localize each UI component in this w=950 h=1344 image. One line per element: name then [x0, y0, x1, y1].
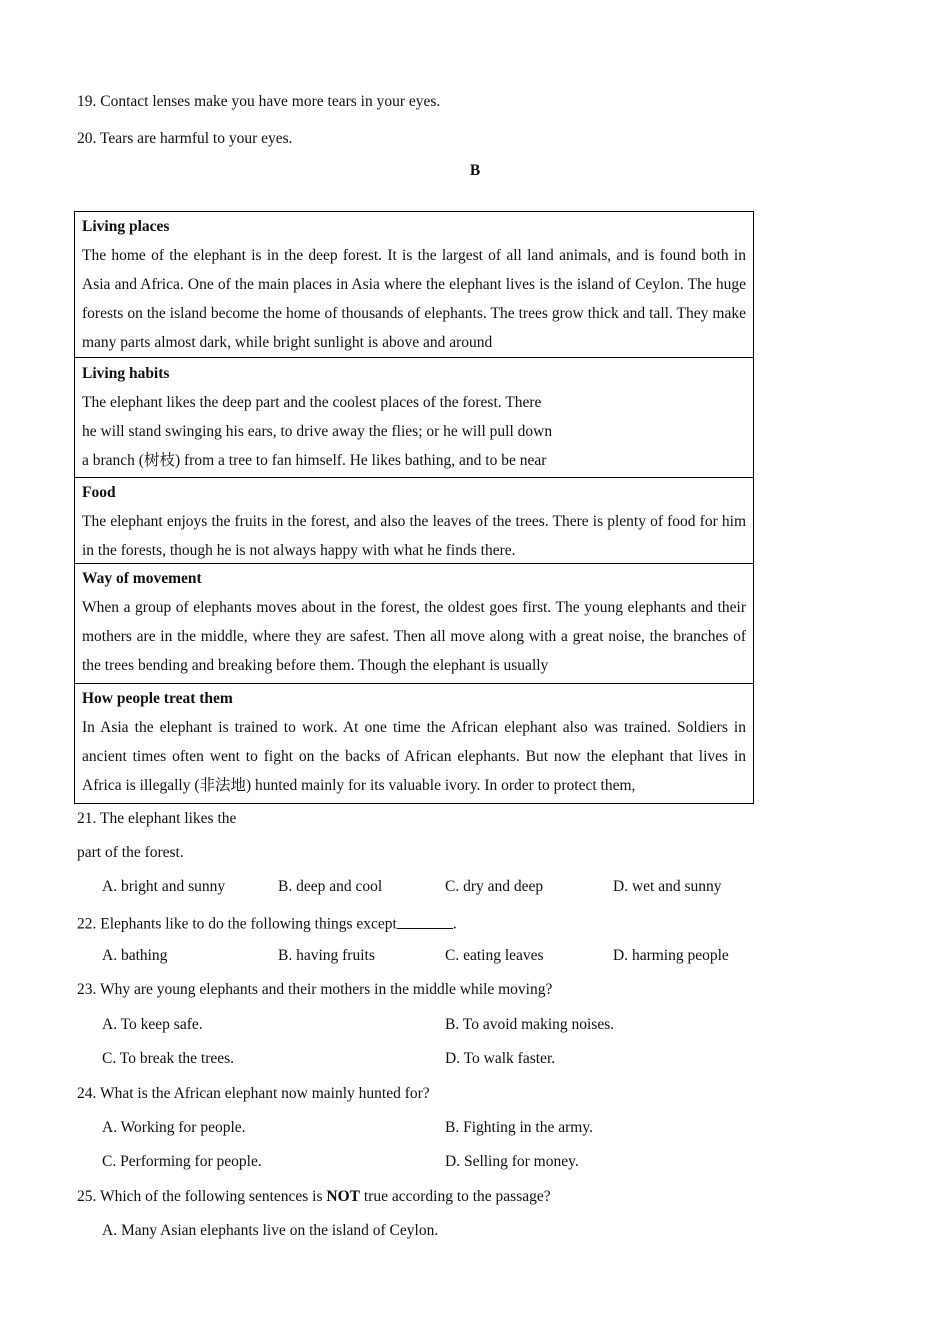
question-21-line2: part of the forest. — [77, 844, 184, 861]
row-heading: Way of movement — [82, 570, 202, 587]
row-line: he will stand swinging his ears, to drive away the flies; or he will pull down — [82, 423, 553, 440]
question-22 — [77, 912, 457, 934]
row-heading: Living habits — [82, 365, 170, 382]
row-line: a branch (树枝) from a tree to fan himself. He likes bathing, and to be near — [82, 452, 547, 469]
q22-option-b: B. having fruits — [278, 947, 375, 964]
q23-option-b: B. To avoid making noises. — [445, 1016, 615, 1033]
row-body: In Asia the elephant is trained to work. At one time the African elephant also was trained. Soldiers in ancient times often went to fight on the backs of African elephants. But now the elephant that lives in Africa is illegally (非法地) hunted mainly for its valuable ivory. In order to protect them, — [82, 719, 746, 794]
row-heading: Food — [82, 484, 116, 501]
q21-option-c: C. dry and deep — [445, 878, 544, 895]
q23-option-a: A. To keep safe. — [102, 1016, 203, 1033]
passage-table — [74, 211, 754, 804]
q22-option-c: C. eating leaves — [445, 947, 544, 964]
q22-option-d: D. harming people — [613, 947, 729, 964]
q21-option-b: B. deep and cool — [278, 878, 383, 895]
row-line: The elephant likes the deep part and the coolest places of the forest. There — [82, 394, 542, 411]
question-24: 24. What is the African elephant now mainly hunted for? — [77, 1085, 430, 1102]
row-heading: Living places — [82, 218, 170, 235]
question-25-post: true according to the passage? — [359, 1188, 551, 1205]
q23-option-c: C. To break the trees. — [102, 1050, 235, 1067]
question-25-emphasis: NOT — [326, 1188, 360, 1205]
row-body: The elephant enjoys the fruits in the forest, and also the leaves of the trees. There is plenty of food for him in the forests, though he is not always happy with what he finds there. — [82, 513, 746, 559]
table-row-how-people-treat — [75, 683, 753, 803]
table-row-food — [75, 477, 753, 563]
question-22-text: 22. Elephants like to do the following things except — [77, 915, 397, 933]
table-row-living-places — [75, 212, 753, 357]
row-body: The home of the elephant is in the deep forest. It is the largest of all land animals, and is found both in Asia and Africa. One of the main places in Asia where the elephant lives is the island of Ceylon. The huge forests on the island become the home of thousands of elephants. The trees grow thick and tall. They make many parts almost dark, while bright sunlight is above and around — [82, 247, 746, 351]
row-heading: How people treat them — [82, 690, 233, 707]
q24-option-c: C. Performing for people. — [102, 1153, 262, 1170]
question-25 — [77, 1188, 551, 1206]
section-title: B — [469, 162, 481, 179]
q21-option-d: D. wet and sunny — [613, 878, 722, 895]
q25-option-a: A. Many Asian elephants live on the island of Ceylon. — [102, 1222, 439, 1239]
q23-option-d: D. To walk faster. — [445, 1050, 556, 1067]
question-19: 19. Contact lenses make you have more tears in your eyes. — [77, 93, 441, 110]
question-21-line1: 21. The elephant likes the — [77, 810, 237, 827]
question-23: 23. Why are young elephants and their mothers in the middle while moving? — [77, 981, 553, 998]
q21-option-a: A. bright and sunny — [102, 878, 226, 895]
question-25-pre: 25. Which of the following sentences is — [77, 1188, 327, 1205]
q24-option-d: D. Selling for money. — [445, 1153, 579, 1170]
answer-blank — [397, 912, 453, 929]
table-row-living-habits — [75, 357, 753, 477]
q24-option-a: A. Working for people. — [102, 1119, 246, 1136]
question-20: 20. Tears are harmful to your eyes. — [77, 130, 293, 147]
q22-option-a: A. bathing — [102, 947, 168, 964]
table-row-way-of-movement — [75, 563, 753, 683]
row-body: When a group of elephants moves about in the forest, the oldest goes first. The young elephants and their mothers are in the middle, where they are safest. Then all move along with a great noise, the branches of the trees bending and breaking before them. Though the elephant is usually — [82, 599, 746, 674]
q24-option-b: B. Fighting in the army. — [445, 1119, 593, 1136]
question-22-end: . — [452, 915, 457, 933]
